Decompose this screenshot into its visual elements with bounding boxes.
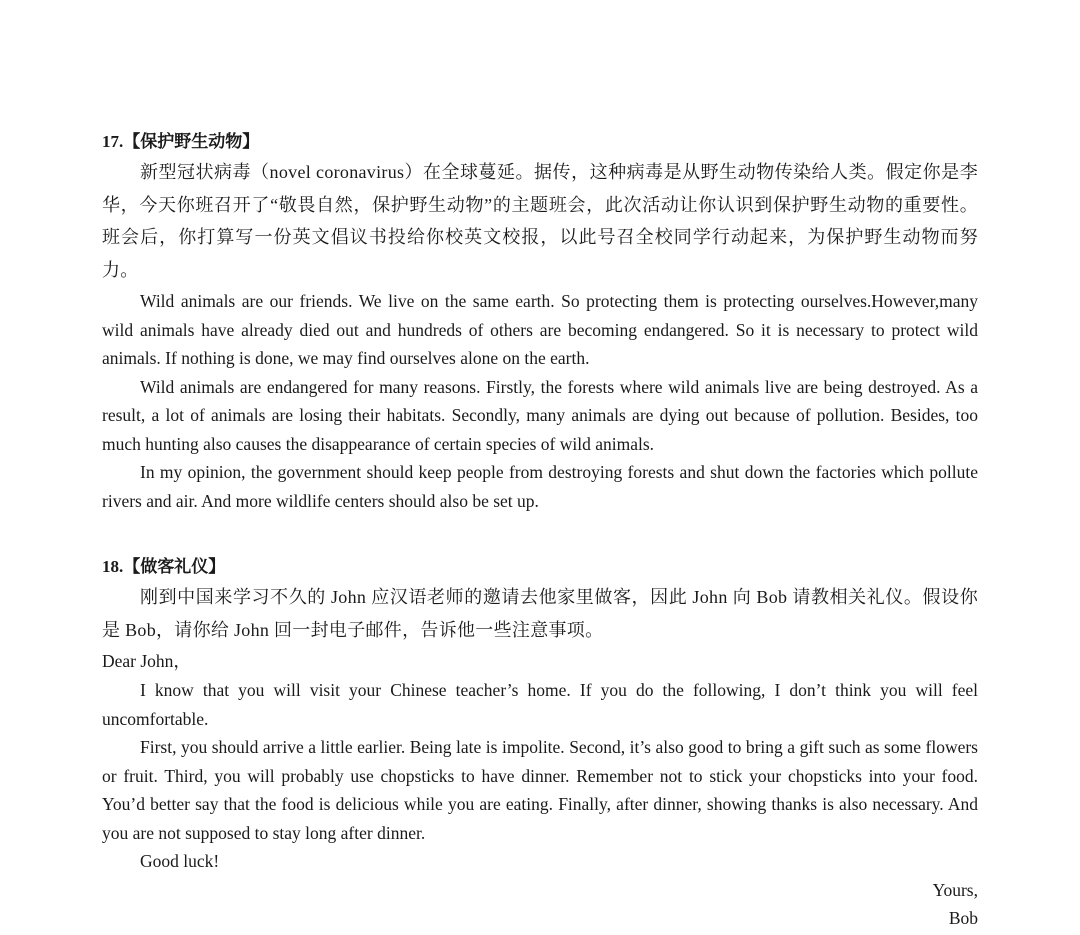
- section-spacer: [102, 515, 978, 553]
- essay-paragraph: Wild animals are our friends. We live on the same earth. So protecting them is protecting ourselves.However,many wild animals have already died out and hundreds of others are becoming endangered. So it is necessary to protect wild animals. If nothing is done, we may find ourselves alone on the earth.: [102, 291, 978, 368]
- essay-paragraph: In my opinion, the government should keep people from destroying forests and shut down the factories which pollute rivers and air. And more wildlife centers should also be set up.: [102, 462, 978, 511]
- letter-salutation: Dear John，: [102, 651, 191, 671]
- writing-prompt: 新型冠状病毒（novel coronavirus）在全球蔓延。据传，这种病毒是从野生动物传染给人类。假定你是李华，今天你班召开了“敬畏自然，保护野生动物”的主题班会，此次活动让你认识到保护野生动物的重要性。班会后，你打算写一份英文倡议书投给你校英文校报，以此号召全校同学行动起来，为保护野生动物而努力。: [102, 162, 978, 280]
- letter-signature: Bob: [948, 908, 978, 928]
- section-17: [102, 128, 978, 515]
- letter-paragraph: Good luck!: [140, 851, 220, 871]
- letter-closing: Yours,: [932, 879, 978, 900]
- letter-paragraph: I know that you will visit your Chinese teacher’s home. If you do the following, I don’t think you will feel uncomfortable.: [102, 680, 978, 729]
- document-page: [102, 128, 978, 933]
- section-18: [102, 553, 978, 933]
- writing-prompt: 刚到中国来学习不久的 John 应汉语老师的邀请去他家里做客，因此 John 向 Bob 请教相关礼仪。假设你是 Bob，请你给 John 回一封电子邮件，告诉他一些注意事项。: [102, 587, 978, 640]
- letter-paragraph: First, you should arrive a little earlier. Being late is impolite. Second, it’s also good to bring a gift such as some flowers or fruit. Third, you will probably use chopsticks to have dinner. Remember not to stick your chopsticks into your food. You’d better say that the food is delicious while you are eating. Finally, after dinner, showing thanks is also necessary. And you are not supposed to stay long after dinner.: [102, 737, 978, 843]
- essay-paragraph: Wild animals are endangered for many reasons. Firstly, the forests where wild animals live are being destroyed. As a result, a lot of animals are losing their habitats. Secondly, many animals are dying out because of pollution. Besides, too much hunting also causes the disappearance of certain species of wild animals.: [102, 376, 978, 454]
- section-heading: 17.【保护野生动物】: [102, 132, 260, 151]
- section-heading: 18.【做客礼仪】: [102, 557, 226, 576]
